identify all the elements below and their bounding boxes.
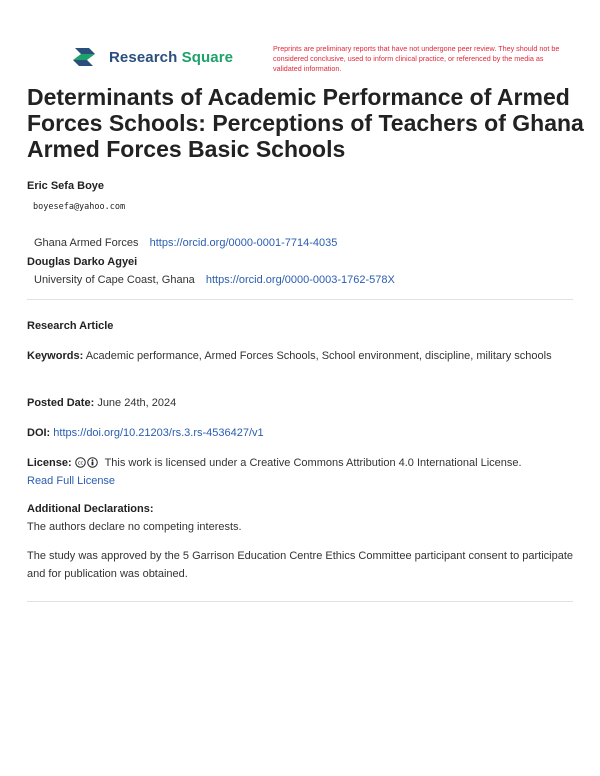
research-square-logo-icon: [73, 46, 103, 68]
license-label: License:: [27, 457, 72, 469]
license: [27, 454, 577, 490]
creative-commons-icon: [75, 457, 99, 468]
author-name: Eric Sefa Boye: [27, 180, 105, 192]
keywords-label: Keywords:: [27, 350, 84, 362]
keywords-value: Academic performance, Armed Forces Schools, School environment, discipline, military schools: [85, 350, 552, 362]
author-affiliation: [34, 237, 337, 249]
author-email[interactable]: boyesefa@yahoo.com: [33, 202, 126, 212]
affiliation-text: Ghana Armed Forces: [34, 237, 139, 249]
declaration-ethics: The study was approved by the 5 Garrison Education Centre Ethics Committee participant consent to participate and for publication was obtained.: [27, 550, 574, 580]
author-affiliation: [34, 274, 395, 286]
read-full-license-link[interactable]: Read Full License: [27, 475, 116, 487]
doi: [27, 424, 577, 442]
divider: [27, 299, 573, 300]
article-type: Research Article: [27, 320, 114, 332]
keywords: [27, 347, 577, 365]
license-text: This work is licensed under a Creative Commons Attribution 4.0 International License.: [104, 457, 522, 469]
attribution-icon: [87, 457, 98, 468]
affiliation-text: University of Cape Coast, Ghana: [34, 274, 195, 286]
doi-label: DOI:: [27, 427, 51, 439]
declaration-competing: The authors declare no competing interests.: [27, 521, 242, 533]
doi-link[interactable]: https://doi.org/10.21203/rs.3.rs-4536427/v1: [53, 427, 264, 439]
divider: [27, 601, 573, 602]
preprint-notice: Preprints are preliminary reports that have not undergone peer review. They should not be considered conclusive, used to inform clinical practice, or referenced by the media as validated information.: [273, 44, 560, 73]
orcid-link[interactable]: https://orcid.org/0000-0003-1762-578X: [205, 274, 395, 286]
additional-label: Additional Declarations:: [27, 503, 154, 515]
svg-text:cc: cc: [77, 460, 83, 467]
posted-date: [27, 394, 577, 412]
orcid-link[interactable]: https://orcid.org/0000-0001-7714-4035: [149, 237, 338, 249]
posted-label: Posted Date:: [27, 397, 95, 409]
paper-title: Determinants of Academic Performance of Armed Forces Schools: Perceptions of Teachers of Ghana Armed Forces Basic Schools: [27, 84, 584, 162]
additional-declarations: [27, 500, 577, 536]
posted-value: June 24th, 2024: [97, 397, 177, 409]
author-name: Douglas Darko Agyei: [27, 256, 138, 268]
research-square-logo[interactable]: [73, 46, 233, 68]
logo-text: Research Square: [109, 48, 234, 66]
